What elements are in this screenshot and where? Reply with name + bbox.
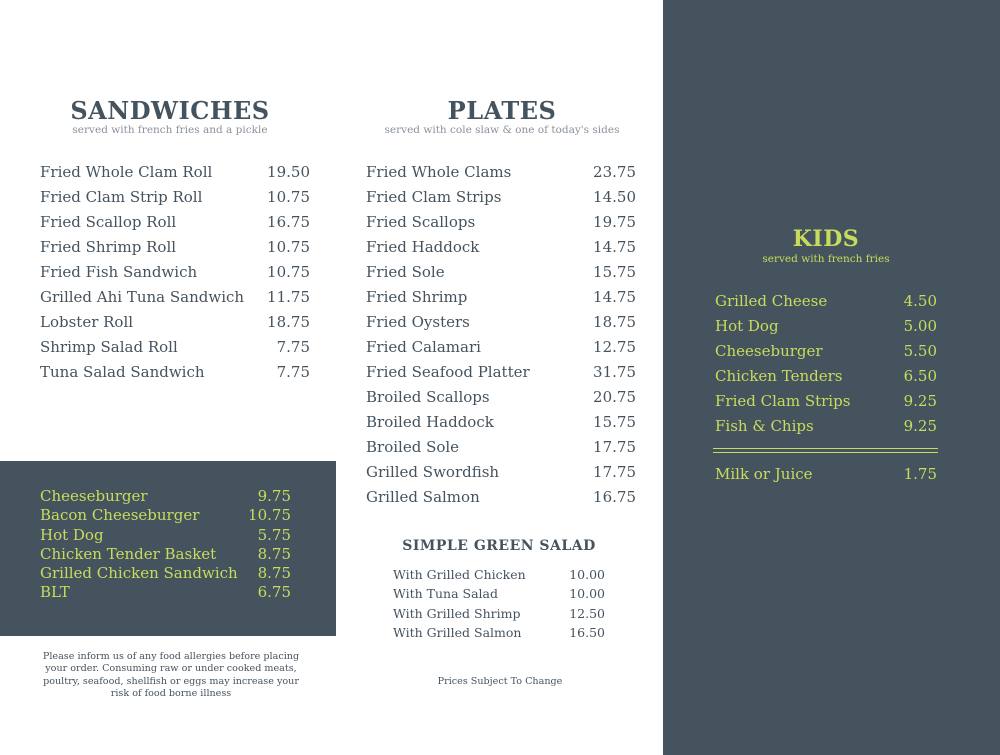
menu-item xyxy=(715,314,937,339)
menu-item-price: 6.75 xyxy=(257,583,291,602)
allergy-note: Please inform us of any food allergies before placing your order. Consuming raw or under cooked meats, poultry, seafood, shellfish or eggs may increase your risk of food borne illness xyxy=(42,651,300,700)
menu-item-price: 5.75 xyxy=(257,525,291,544)
menu-item-price: 14.50 xyxy=(593,188,636,206)
menu-item xyxy=(40,310,310,335)
menu-item-price: 10.75 xyxy=(248,506,291,525)
menu-item-price: 14.75 xyxy=(593,238,636,256)
menu-item xyxy=(366,160,636,185)
menu-item xyxy=(366,210,636,235)
menu-item-price: 15.75 xyxy=(593,263,636,281)
menu-item-name: Fried Clam Strip Roll xyxy=(40,188,203,206)
menu-item-name: Broiled Scallops xyxy=(366,388,490,406)
menu-item-name: Grilled Swordfish xyxy=(366,463,500,481)
menu-item xyxy=(366,460,636,485)
menu-item-name: Cheeseburger xyxy=(40,487,148,505)
menu-item xyxy=(40,235,310,260)
kids-subtitle: served with french fries xyxy=(762,253,890,265)
menu-item-price: 16.75 xyxy=(267,213,310,231)
menu-item-price: 10.75 xyxy=(267,238,310,256)
menu-item-price: 10.75 xyxy=(267,263,310,281)
menu-item xyxy=(715,414,937,439)
menu-item xyxy=(393,565,605,584)
grill-list xyxy=(40,487,291,603)
menu-item-name: Fish & Chips xyxy=(715,417,814,435)
menu-item xyxy=(393,584,605,603)
menu-item-name: Fried Seafood Platter xyxy=(366,363,530,381)
menu-item-name: Fried Haddock xyxy=(366,238,480,256)
menu-item-price: 31.75 xyxy=(593,363,636,381)
menu-item-name: With Grilled Chicken xyxy=(393,567,526,582)
menu-item-name: Cheeseburger xyxy=(715,342,823,360)
menu-item-price: 9.75 xyxy=(257,487,291,505)
menu-item xyxy=(40,160,310,185)
menu-item xyxy=(40,285,310,310)
sandwiches-subtitle: served with french fries and a pickle xyxy=(72,124,268,136)
kids-divider xyxy=(713,448,938,453)
menu-item-name: Milk or Juice xyxy=(715,465,813,483)
menu-item-name: Grilled Ahi Tuna Sandwich xyxy=(40,288,245,306)
menu-item-price: 16.75 xyxy=(593,488,636,506)
menu-item-name: Hot Dog xyxy=(715,317,779,335)
menu-item-price: 19.50 xyxy=(267,163,310,181)
menu-item-name: Chicken Tender Basket xyxy=(40,544,217,563)
menu-item-price: 19.75 xyxy=(593,213,636,231)
plates-list xyxy=(366,160,636,510)
menu-item-price: 8.75 xyxy=(257,564,291,583)
menu-item-price: 8.75 xyxy=(257,544,291,563)
menu-item xyxy=(366,285,636,310)
menu-item xyxy=(366,235,636,260)
menu-item xyxy=(715,389,937,414)
menu-item-name: Broiled Haddock xyxy=(366,413,494,431)
menu-item xyxy=(40,210,310,235)
menu-item-price: 7.75 xyxy=(276,338,310,356)
menu-item-name: Fried Oysters xyxy=(366,313,470,331)
menu-item xyxy=(715,289,937,314)
menu-item-price: 17.75 xyxy=(593,438,636,456)
menu-item-price: 4.50 xyxy=(903,292,937,310)
menu-item-price: 15.75 xyxy=(593,413,636,431)
menu-item-price: 10.00 xyxy=(569,586,605,602)
drinks-list xyxy=(715,464,937,484)
plates-subtitle: served with cole slaw & one of today's sides xyxy=(384,124,620,136)
menu-item-name: Fried Scallop Roll xyxy=(40,213,177,231)
menu-item-price: 10.75 xyxy=(267,188,310,206)
menu-item xyxy=(40,360,310,385)
menu-item-name: Fried Calamari xyxy=(366,338,481,356)
menu-item-price: 10.00 xyxy=(569,567,605,582)
menu-item-price: 11.75 xyxy=(267,288,310,306)
menu-item xyxy=(715,339,937,364)
menu-item xyxy=(366,410,636,435)
menu-item-name: Fried Whole Clam Roll xyxy=(40,163,213,181)
menu-item-price: 1.75 xyxy=(903,465,937,483)
menu-item-name: With Grilled Shrimp xyxy=(393,605,521,621)
menu-item-name: Fried Sole xyxy=(366,263,445,281)
menu-item-name: Grilled Chicken Sandwich xyxy=(40,564,238,583)
sandwiches-title: SANDWICHES xyxy=(70,96,270,125)
sandwiches-list xyxy=(40,160,310,385)
menu-item xyxy=(40,185,310,210)
menu-item xyxy=(40,564,291,583)
menu-item-price: 9.25 xyxy=(903,417,937,435)
menu-item-name: With Grilled Salmon xyxy=(393,624,522,640)
menu-item-price: 20.75 xyxy=(593,388,636,406)
menu-item xyxy=(40,506,291,525)
prices-note: Prices Subject To Change xyxy=(437,676,563,687)
menu-item xyxy=(366,485,636,510)
menu-item xyxy=(366,185,636,210)
menu-item-price: 18.75 xyxy=(267,313,310,331)
menu-item-price: 12.50 xyxy=(569,605,605,621)
menu-item-price: 6.50 xyxy=(903,367,937,385)
menu-item-name: Shrimp Salad Roll xyxy=(40,338,178,356)
menu-item-name: Chicken Tenders xyxy=(715,367,843,385)
menu-item xyxy=(40,335,310,360)
menu-item-price: 16.50 xyxy=(569,624,605,640)
menu-item-price: 5.50 xyxy=(903,342,937,360)
menu-item-name: Fried Clam Strips xyxy=(715,392,851,410)
menu-item-price: 7.75 xyxy=(276,363,310,381)
menu-item xyxy=(40,583,291,602)
menu-item-name: Fried Scallops xyxy=(366,213,476,231)
menu-item-name: Bacon Cheeseburger xyxy=(40,506,200,525)
menu-item-name: Grilled Cheese xyxy=(715,292,828,310)
plates-title: PLATES xyxy=(447,96,557,125)
menu-item-price: 14.75 xyxy=(593,288,636,306)
menu-item-name: Fried Fish Sandwich xyxy=(40,263,198,281)
menu-item xyxy=(393,623,605,642)
menu-item xyxy=(366,360,636,385)
menu-item-name: Hot Dog xyxy=(40,525,104,544)
menu-item-price: 9.25 xyxy=(903,392,937,410)
menu-item xyxy=(366,335,636,360)
menu-item-name: BLT xyxy=(40,583,70,602)
menu-item-price: 17.75 xyxy=(593,463,636,481)
menu-item-name: Broiled Sole xyxy=(366,438,460,456)
kids-title: KIDS xyxy=(792,226,860,252)
menu-item xyxy=(715,364,937,389)
menu-item-name: Tuna Salad Sandwich xyxy=(40,363,205,381)
menu-item xyxy=(366,310,636,335)
menu-item-price: 23.75 xyxy=(593,163,636,181)
menu-item xyxy=(40,545,291,564)
menu-item-name: Grilled Salmon xyxy=(366,488,480,506)
menu-item-name: Fried Clam Strips xyxy=(366,188,502,206)
salad-list xyxy=(393,565,605,642)
menu-item xyxy=(715,464,937,484)
menu-item xyxy=(393,604,605,623)
menu-item-price: 5.00 xyxy=(903,317,937,335)
menu-item xyxy=(366,260,636,285)
menu-item-name: Fried Whole Clams xyxy=(366,163,512,181)
menu-item-name: Fried Shrimp xyxy=(366,288,468,306)
menu-item xyxy=(366,435,636,460)
menu-item xyxy=(40,260,310,285)
menu-item xyxy=(366,385,636,410)
menu-item xyxy=(40,526,291,545)
menu-item-name: Fried Shrimp Roll xyxy=(40,238,177,256)
kids-list xyxy=(715,289,937,439)
menu-item-name: With Tuna Salad xyxy=(393,586,499,602)
menu-item-price: 12.75 xyxy=(593,338,636,356)
menu-item-price: 18.75 xyxy=(593,313,636,331)
menu-item xyxy=(40,487,291,506)
salad-title: SIMPLE GREEN SALAD xyxy=(402,538,596,554)
menu-item-name: Lobster Roll xyxy=(40,313,134,331)
